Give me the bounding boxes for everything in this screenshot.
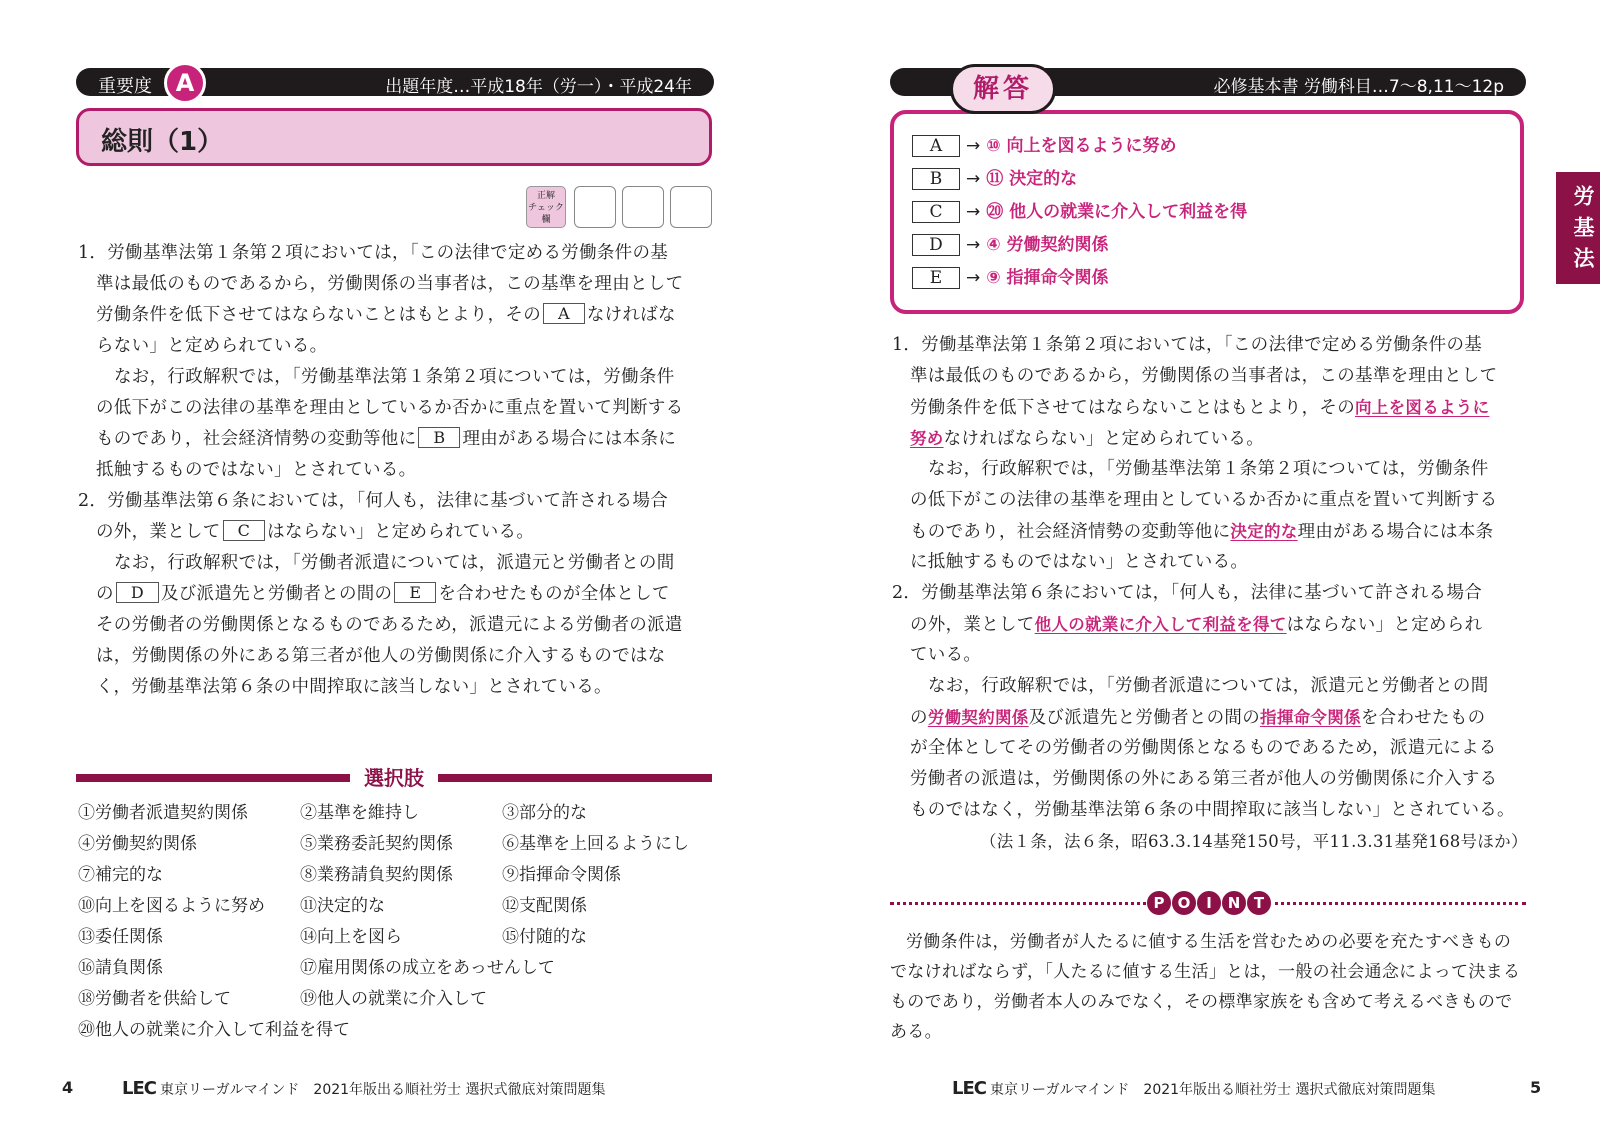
answer-letter: C xyxy=(912,201,960,223)
point-heading xyxy=(1146,890,1271,916)
blank-e[interactable]: E xyxy=(394,582,436,603)
check-box-1[interactable] xyxy=(574,186,616,228)
exp1-line-8: に抵触するものではない」とされている。 xyxy=(910,552,1249,572)
arrow-icon: → xyxy=(966,202,981,222)
answer-letter: B xyxy=(912,168,960,190)
arrow-icon: → xyxy=(966,169,981,189)
section-title-box xyxy=(76,108,712,166)
exp1-line-3 xyxy=(910,392,1489,424)
right-page xyxy=(800,0,1600,1135)
section-title: 総則（1） xyxy=(101,127,224,157)
q1-line-7 xyxy=(96,424,676,455)
choice-item: ④労働契約関係 xyxy=(78,834,197,854)
answer-letter: D xyxy=(912,234,960,256)
exp2-line-5 xyxy=(910,702,1485,734)
choices-bar-right xyxy=(438,774,712,782)
q2-line-1: 2．労働基準法第６条においては，「何人も，法律に基づいて許される場合 xyxy=(78,491,669,511)
q1-line-3b: なければな xyxy=(586,305,676,325)
exam-years: 出題年度…平成18年（労一）・平成24年 xyxy=(385,77,692,97)
answer-value: ⑩ 向上を図るように努め xyxy=(986,136,1177,156)
q2-line-2 xyxy=(96,517,534,548)
q2-line-4c: を合わせたものが全体として xyxy=(438,584,670,604)
exp1-line-6: の低下がこの法律の基準を理由としているか否かに重点を置いて判断する xyxy=(910,490,1498,510)
answer-value: ⑪ 決定的な xyxy=(986,169,1078,189)
q2-line-2a: の外，業として xyxy=(96,522,221,542)
blank-d[interactable]: D xyxy=(116,582,159,603)
blank-c[interactable]: C xyxy=(223,520,266,541)
point-line-2: でなければならず，「人たるに値する生活」とは，一般の社会通念によって決まる xyxy=(890,962,1521,982)
q2-line-2b: はならない」と定められている。 xyxy=(267,522,535,542)
choice-item: ⑱労働者を供給して xyxy=(78,989,231,1009)
exp1-line-5: なお，行政解釈では，「労働基準法第１条第２項については，労働条件 xyxy=(928,459,1489,479)
q1-line-3a: 労働条件を低下させてはならないことはもとより，その xyxy=(96,305,541,325)
exp1-line-7 xyxy=(910,516,1493,548)
answer-highlight-c: 他人の就業に介入して利益を得て xyxy=(1034,615,1287,634)
q1-line-5: なお，行政解釈では，「労働基準法第１条第２項については，労働条件 xyxy=(114,367,675,387)
footer-right xyxy=(952,1078,1436,1099)
check-column-label-text: 正解 チェック 欄 xyxy=(528,191,564,225)
choice-item: ⑲他人の就業に介入して xyxy=(300,989,487,1009)
answer-label: 解答 xyxy=(950,64,1056,114)
point-letter: O xyxy=(1171,890,1197,916)
choice-item: ⑰雇用関係の成立をあっせんして xyxy=(300,958,555,978)
answer-row-d xyxy=(912,230,1109,256)
blank-b[interactable]: B xyxy=(418,427,460,448)
choice-item: ⑦補完的な xyxy=(78,865,163,885)
exp1-line-3a: 労働条件を低下させてはならないことはもとより，その xyxy=(910,398,1355,418)
q1-line-7a: ものであり，社会経済情勢の変動等他に xyxy=(96,429,417,449)
citation: （法１条，法６条，昭63.3.14基発150号，平11.3.31基発168号ほか） xyxy=(980,832,1528,851)
answer-row-a xyxy=(912,131,1177,157)
point-letter: P xyxy=(1146,890,1172,916)
choice-item: ⑧業務請負契約関係 xyxy=(300,865,453,885)
check-box-3[interactable] xyxy=(670,186,712,228)
point-letter: T xyxy=(1246,890,1272,916)
answer-highlight-e: 指揮命令関係 xyxy=(1260,708,1361,727)
arrow-icon: → xyxy=(966,268,981,288)
answer-letter: E xyxy=(912,267,960,289)
exp2-line-5a: の xyxy=(910,708,928,728)
choice-item: ⑩向上を図るように努め xyxy=(78,896,265,916)
q2-line-5: その労働者の労働関係となるものであるため，派遣元による労働者の派遣 xyxy=(96,615,683,635)
answer-row-e xyxy=(912,263,1109,289)
arrow-icon: → xyxy=(966,136,981,156)
q2-line-4 xyxy=(96,579,670,610)
q1-line-1: 1．労働基準法第１条第２項においては，「この法律で定める労働条件の基 xyxy=(78,243,669,263)
choice-item: ⑥基準を上回るようにし xyxy=(502,834,689,854)
page-number-right: 5 xyxy=(1530,1078,1542,1097)
q1-line-7b: 理由がある場合には本条に xyxy=(462,429,677,449)
q2-line-3: なお，行政解釈では，「労働者派遣については，派遣元と労働者との間 xyxy=(114,553,675,573)
exp1-line-1: 1．労働基準法第１条第２項においては，「この法律で定める労働条件の基 xyxy=(892,335,1483,355)
exp2-line-2a: の外，業として xyxy=(910,615,1035,635)
exp2-line-1: 2．労働基準法第６条においては，「何人も，法律に基づいて許される場合 xyxy=(892,583,1483,603)
lec-logo-icon: LEC xyxy=(952,1078,986,1099)
choice-item: ⑨指揮命令関係 xyxy=(502,865,621,885)
footer-left xyxy=(122,1078,606,1099)
choice-item: ⑫支配関係 xyxy=(502,896,587,916)
check-box-2[interactable] xyxy=(622,186,664,228)
check-column-label xyxy=(526,186,566,228)
exp2-line-8: ものではなく，労働基準法第６条の中間搾取に該当しない」とされている。 xyxy=(910,800,1515,820)
answer-highlight-b: 決定的な xyxy=(1230,522,1298,541)
choice-item: ②基準を維持し xyxy=(300,803,419,823)
exp2-line-2c: はならない」と定められ xyxy=(1286,615,1483,635)
importance-label: 重要度 xyxy=(98,76,152,97)
exp2-line-2 xyxy=(910,609,1482,641)
exp2-line-7: 労働者の派遣は，労働関係の外にある第三者が他人の労働関係に介入する xyxy=(910,769,1498,789)
answer-row-c xyxy=(912,197,1247,223)
point-line-4: ある。 xyxy=(890,1022,942,1042)
footer-left-text: 東京リーガルマインド 2021年版出る順社労士 選択式徹底対策問題集 xyxy=(159,1082,606,1098)
exp1-line-4b: なければならない」と定められている。 xyxy=(943,429,1265,449)
q1-line-8: 抵触するものではない」とされている。 xyxy=(96,460,417,480)
choice-item: ⑭向上を図ら xyxy=(300,927,402,947)
footer-right-text: 東京リーガルマインド 2021年版出る順社労士 選択式徹底対策問題集 xyxy=(989,1082,1436,1098)
q2-line-7: く，労働基準法第６条の中間搾取に該当しない」とされている。 xyxy=(96,677,612,697)
choices-title: 選択肢 xyxy=(354,762,434,791)
answer-highlight-d: 労働契約関係 xyxy=(927,708,1029,727)
chapter-side-tab[interactable]: 労基法 xyxy=(1556,172,1600,284)
answer-value: ④ 労働契約関係 xyxy=(986,235,1109,255)
importance-header xyxy=(76,68,714,96)
exp2-line-4: なお，行政解釈では，「労働者派遣については，派遣元と労働者との間 xyxy=(928,676,1489,696)
point-line-3: ものであり，労働者本人のみでなく，その標準家族をも含めて考えるべきもので xyxy=(890,992,1513,1012)
choice-item: ⑯請負関係 xyxy=(78,958,163,978)
arrow-icon: → xyxy=(966,235,981,255)
choice-item: ⑤業務委託契約関係 xyxy=(300,834,453,854)
lec-logo-icon: LEC xyxy=(122,1078,156,1099)
reference-pages: 必修基本書 労働科目…7〜8,11〜12p xyxy=(1213,77,1504,97)
exp1-line-7c: 理由がある場合には本条 xyxy=(1297,522,1494,542)
choices-header xyxy=(76,766,712,790)
choice-item: ③部分的な xyxy=(502,803,587,823)
blank-a[interactable]: A xyxy=(543,303,585,324)
choice-item: ①労働者派遣契約関係 xyxy=(78,803,248,823)
answer-letter: A xyxy=(912,135,960,157)
point-letter: I xyxy=(1196,890,1222,916)
q2-line-4a: の xyxy=(96,584,114,604)
q2-line-4b: 及び派遣先と労働者との間の xyxy=(160,584,393,604)
exp2-line-6: が全体としてその労働者の労働関係となるものであるため，派遣元による xyxy=(910,738,1497,758)
q1-line-4: らない」と定められている。 xyxy=(96,336,328,356)
answer-highlight-a2: 努め xyxy=(910,429,944,448)
point-line-1: 労働条件は，労働者が人たるに値する生活を営むための必要を充たすべきもの xyxy=(906,932,1512,952)
q1-line-3 xyxy=(96,300,676,331)
answer-row-b xyxy=(912,164,1077,190)
answer-value: ⑨ 指揮命令関係 xyxy=(986,268,1109,288)
choice-item: ⑬委任関係 xyxy=(78,927,163,947)
choice-item: ⑮付随的な xyxy=(502,927,587,947)
choice-item: ⑪決定的な xyxy=(300,896,385,916)
q2-line-6: は，労働関係の外にある第三者が他人の労働関係に介入するものではな xyxy=(96,646,666,666)
exp2-line-5c: 及び派遣先と労働者との間の xyxy=(1028,708,1261,728)
choice-item: ⑳他人の就業に介入して利益を得て xyxy=(78,1020,350,1040)
answer-highlight-a1: 向上を図るように xyxy=(1355,398,1490,417)
exp2-line-5e: を合わせたもの xyxy=(1360,708,1486,728)
answer-value: ⑳ 他人の就業に介入して利益を得 xyxy=(986,202,1248,222)
q1-line-6: の低下がこの法律の基準を理由としているか否かに重点を置いて判断する xyxy=(96,398,684,418)
exp1-line-2: 準は最低のものであるから，労働関係の当事者は，この基準を理由として xyxy=(910,366,1498,386)
point-letter: N xyxy=(1221,890,1247,916)
importance-grade-badge: A xyxy=(164,62,206,104)
exp2-line-3: ている。 xyxy=(910,645,982,665)
exp1-line-7a: ものであり，社会経済情勢の変動等他に xyxy=(910,522,1231,542)
exp1-line-4 xyxy=(910,423,1264,455)
page-number-left: 4 xyxy=(62,1078,74,1097)
q1-line-2: 準は最低のものであるから，労働関係の当事者は，この基準を理由として xyxy=(96,274,684,294)
choices-bar-left xyxy=(76,774,350,782)
